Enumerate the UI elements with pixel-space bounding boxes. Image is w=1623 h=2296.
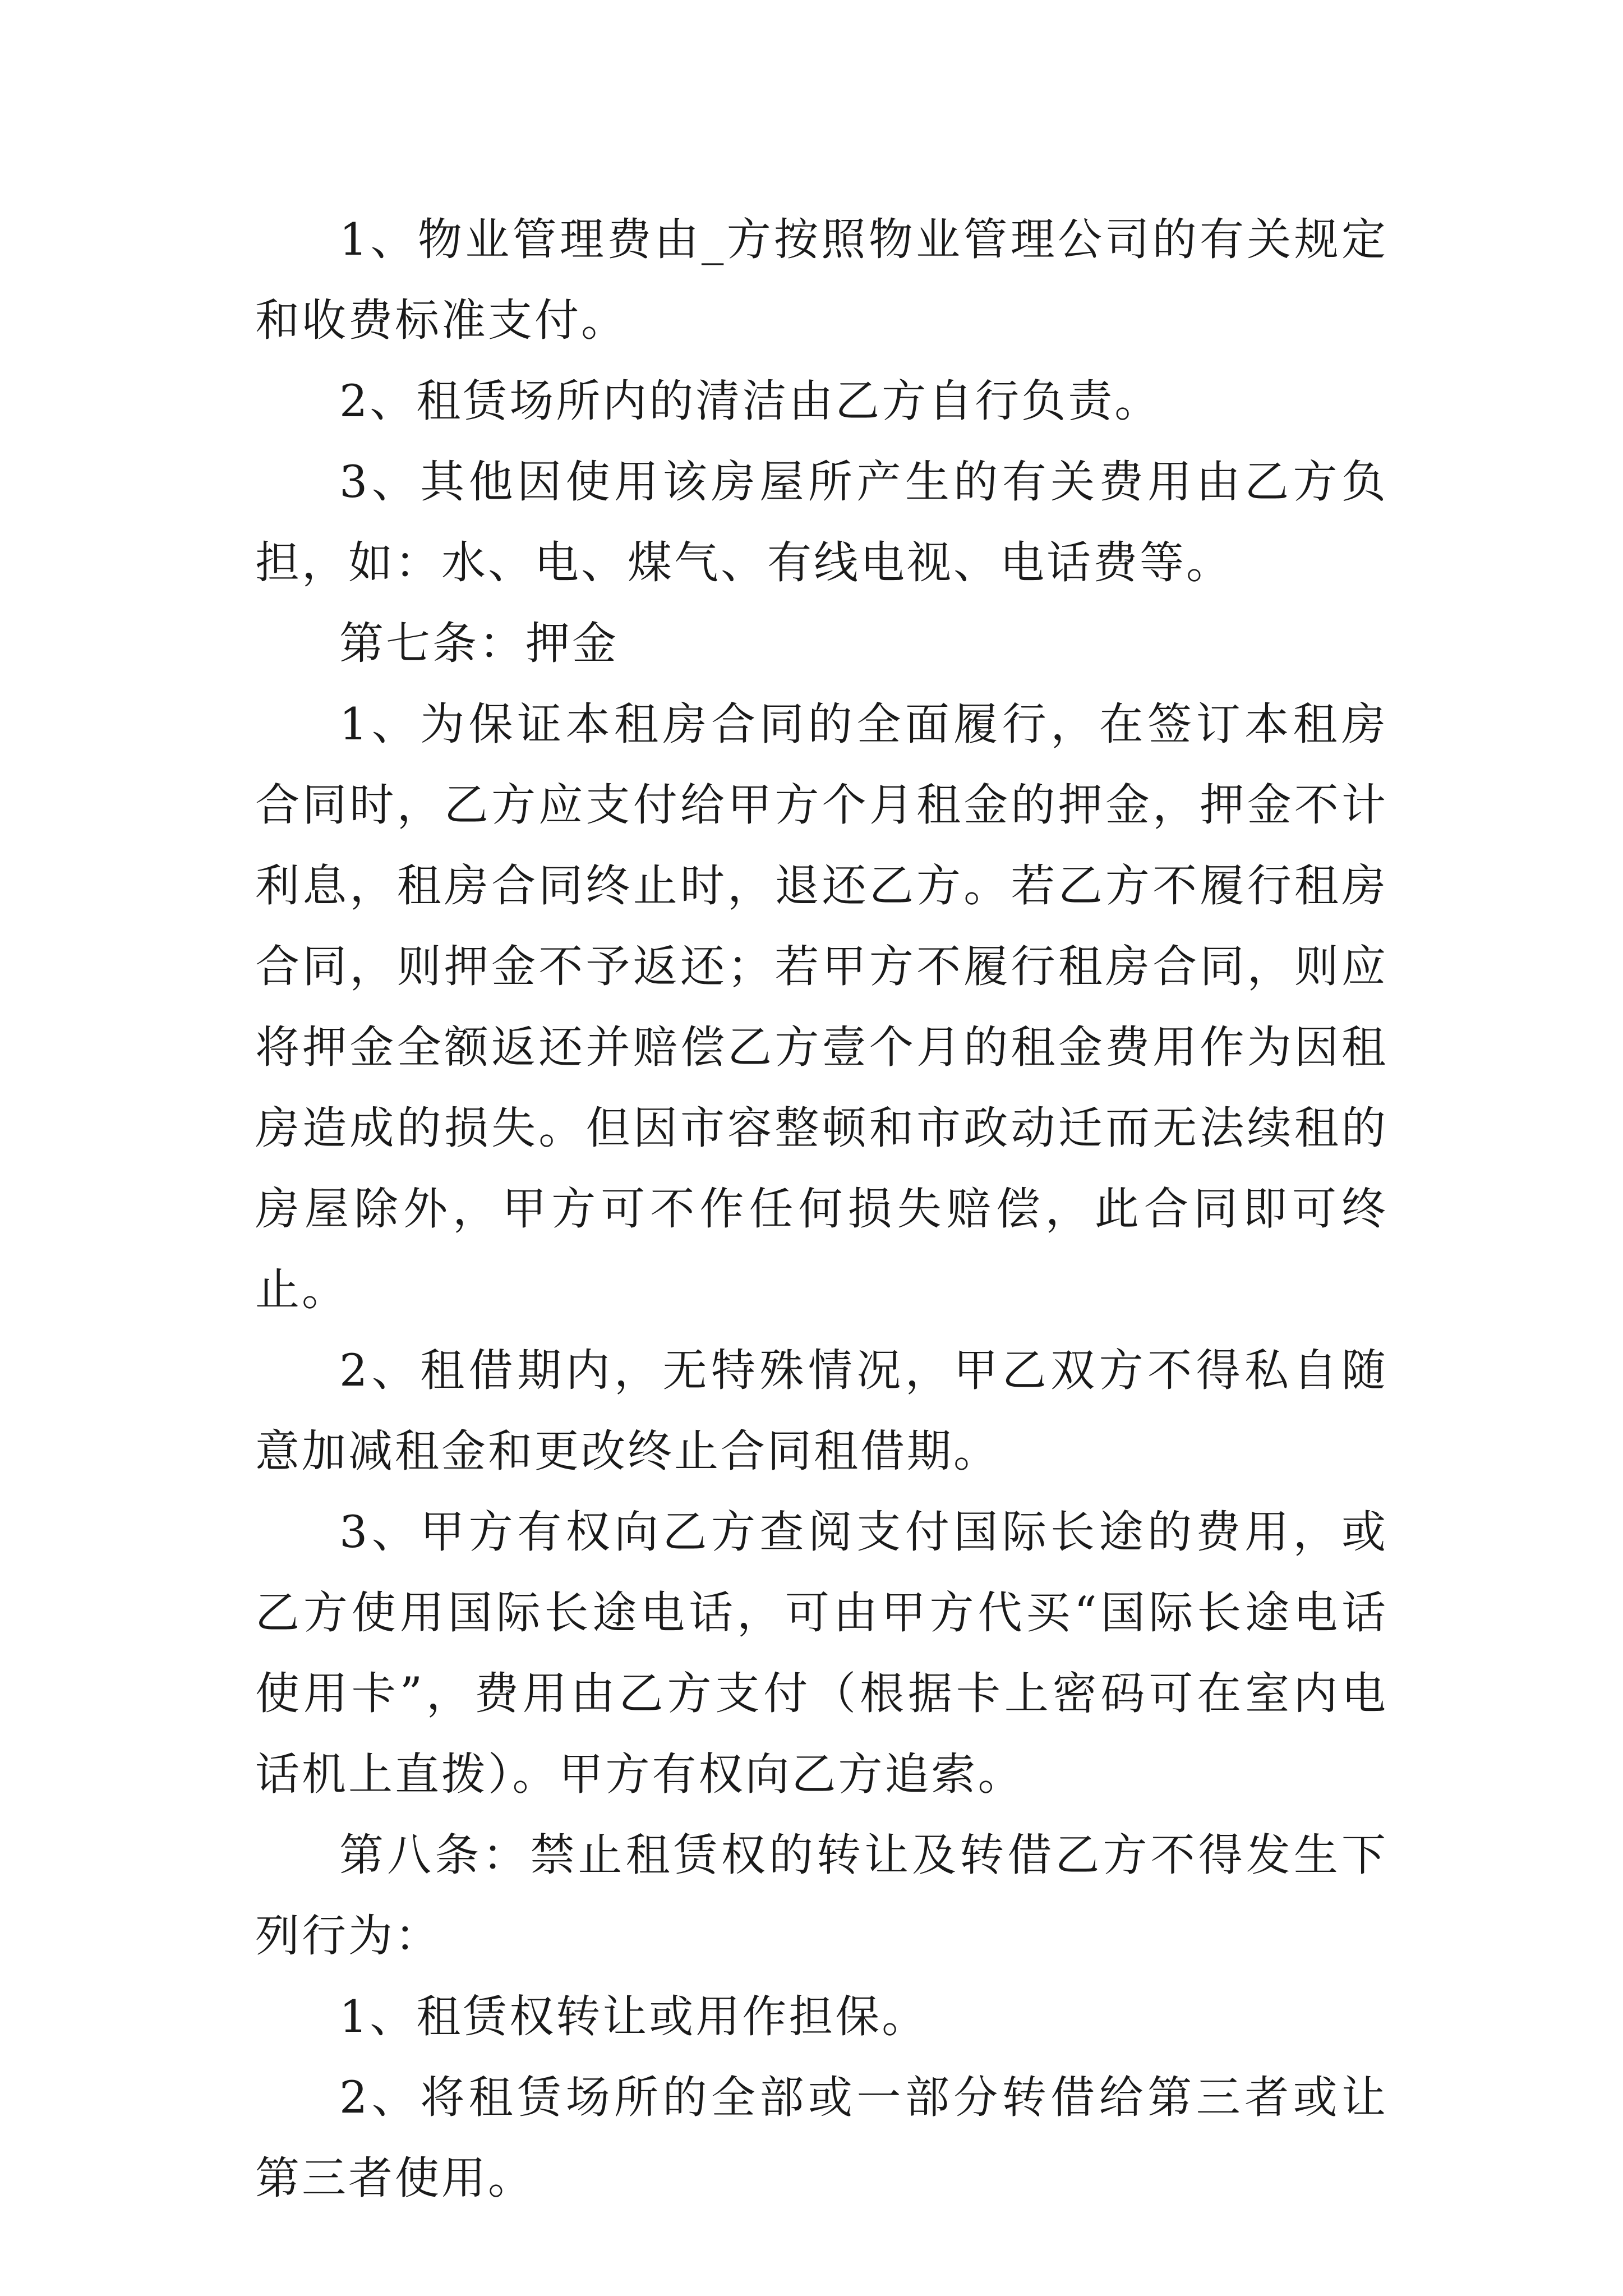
clause-deposit: 1、为保证本租房合同的全面履行，在签订本租房合同时，乙方应支付给甲方个月租金的押金，押金不计利息，租房合同终止时，退还乙方。若乙方不履行租房合同，则押金不予返还；若甲方不履行租房合同，则应将押金全额返还并赔偿乙方壹个月的租金费用作为因租房造成的损失。但因市容整顿和市政动迁而无法续租的房屋除外，甲方可不作任何损失赔偿，此合同即可终止。: [255, 698, 1388, 1315]
clause-property-fee: 1、物业管理费由_方按照物业管理公司的有关规定和收费标准支付。: [255, 214, 1388, 346]
article-8-heading: 第八条：禁止租赁权的转让及转借乙方不得发生下列行为：: [255, 1829, 1388, 1962]
article-7-heading: 第七条：押金: [339, 618, 619, 669]
clause-international-calls: 3、甲方有权向乙方查阅支付国际长途的费用，或乙方使用国际长途电话，可由甲方代买“国际长途电话使用卡”，费用由乙方支付（根据卡上密码可在室内电话机上直拨）。甲方有权向乙方追索。: [255, 1506, 1388, 1800]
clause-rent-change: 2、租借期内，无特殊情况，甲乙双方不得私自随意加减租金和更改终止合同租借期。: [255, 1345, 1388, 1477]
clause-cleaning: 2、租赁场所内的清洁由乙方自行负责。: [339, 375, 1161, 427]
document-body: [255, 199, 1388, 2219]
clause-sublet: 2、将租赁场所的全部或一部分转借给第三者或让第三者使用。: [255, 2072, 1388, 2204]
clause-other-fees: 3、其他因使用该房屋所产生的有关费用由乙方负担，如：水、电、煤气、有线电视、电话费等。: [255, 456, 1388, 588]
clause-transfer: 1、租赁权转让或用作担保。: [339, 1991, 929, 2042]
